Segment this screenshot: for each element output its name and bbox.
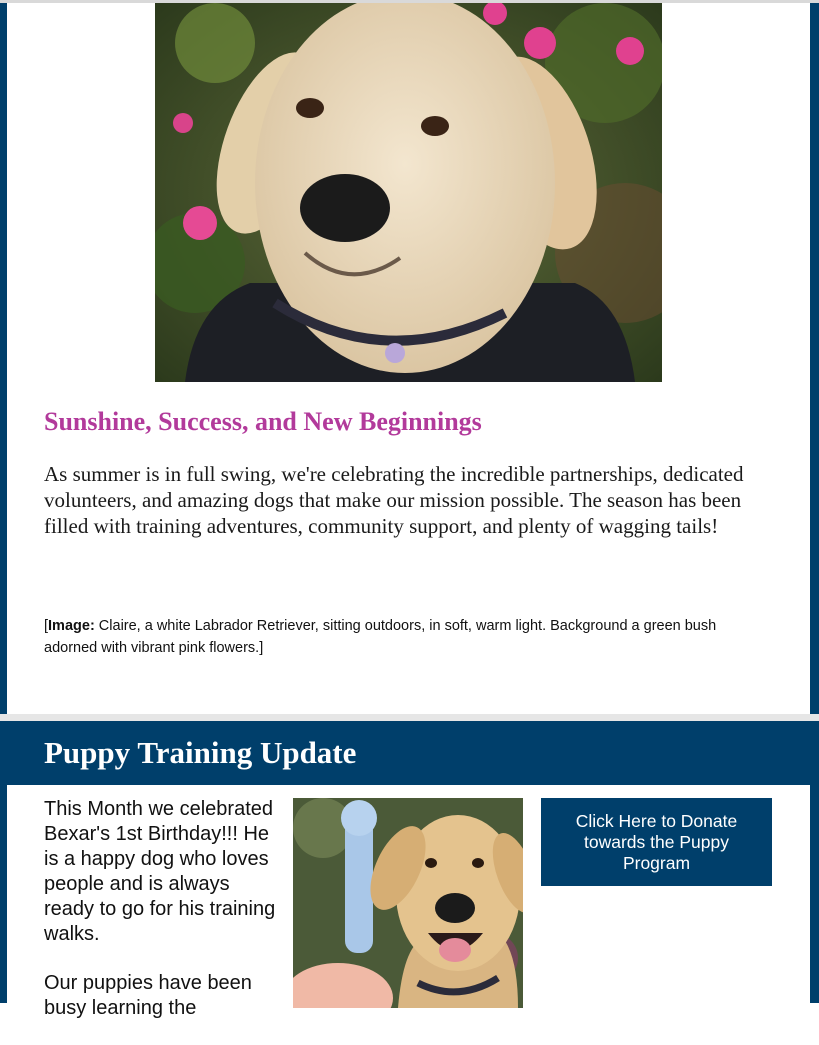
puppy-card [0, 785, 819, 1019]
caption-label: Image: [48, 618, 95, 634]
puppy-story [44, 797, 276, 1045]
story-paragraph-1: This Month we celebrated Bexar's 1st Birthday!!! He is a happy dog who loves people and is always ready to go for his training walks. [44, 798, 276, 945]
intro-paragraph: As summer is in full swing, we're celebrating the incredible partnerships, dedicated volunteers, and amazing dogs that make our mission possible. The season has been filled with training adventures, community support, and plenty of wagging tails! [44, 462, 744, 538]
puppy-heading: Puppy Training Update [44, 735, 357, 770]
puppy-photo [293, 798, 523, 1008]
story-paragraph-2: Our puppies have been busy learning the [44, 972, 252, 1019]
caption-open-bracket: [ [44, 618, 49, 634]
section-gap [0, 714, 819, 721]
caption-text: Claire, a white Labrador Retriever, sitting outdoors, in soft, warm light. Background a green bush adorned with vibrant pink flowers.] [44, 618, 717, 656]
donate-button[interactable]: Click Here to Donate towards the Puppy Program [541, 798, 772, 886]
image-caption [44, 615, 769, 659]
puppy-header-band [0, 721, 819, 785]
intro-heading: Sunshine, Success, and New Beginnings [44, 407, 482, 436]
intro-card-body [7, 3, 810, 714]
intro-card [0, 3, 819, 714]
puppy-card-body [7, 785, 810, 1019]
hero-dog-photo [155, 3, 662, 382]
